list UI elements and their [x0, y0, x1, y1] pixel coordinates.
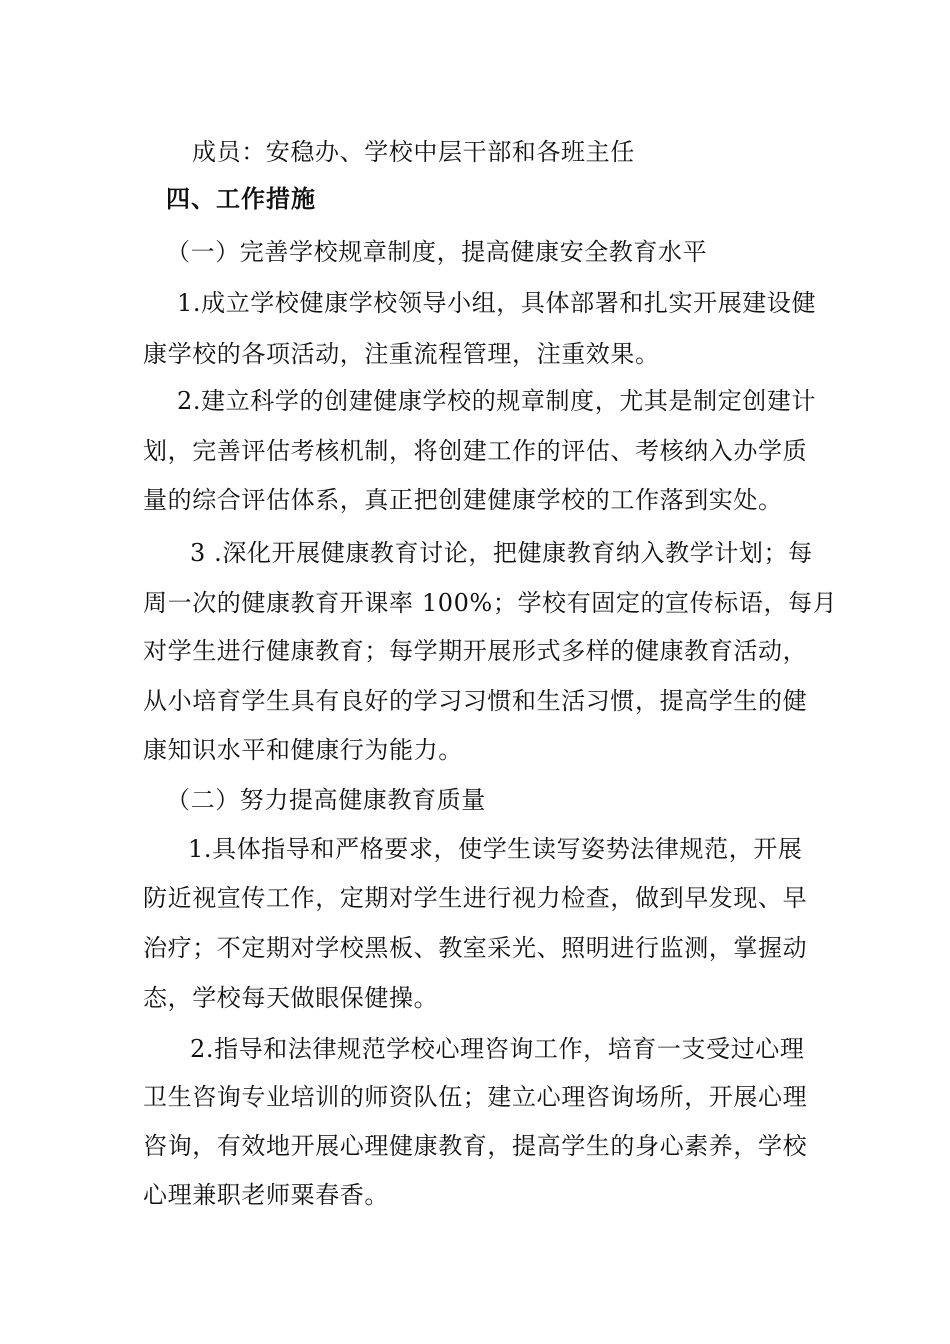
paragraph-line: 1.具体指导和严格要求，使学生读写姿势法律规范，开展 [188, 835, 803, 863]
paragraph-line: 1.成立学校健康学校领导小组，具体部署和扎实开展建设健 [177, 289, 817, 317]
subsection-heading: （二）努力提高健康教育质量 [166, 786, 486, 814]
paragraph-line: 康知识水平和健康行为能力。 [143, 736, 463, 764]
paragraph-line: 心理兼职老师粟春香。 [143, 1181, 389, 1209]
paragraph-line: 治疗；不定期对学校黑板、教室采光、照明进行监测，掌握动 [143, 934, 808, 962]
paragraph-line: 3 .深化开展健康教育讨论，把健康教育纳入教学计划；每 [190, 539, 813, 567]
members-line: 成员：安稳办、学校中层干部和各班主任 [192, 138, 635, 166]
paragraph-line: 态，学校每天做眼保健操。 [143, 984, 439, 1012]
paragraph-line: 周一次的健康教育开课率 100%；学校有固定的宣传标语，每月 [143, 589, 838, 617]
paragraph-line: 防近视宣传工作，定期对学生进行视力检查，做到早发现、早 [143, 884, 808, 912]
paragraph-line: 对学生进行健康教育；每学期开展形式多样的健康教育活动， [143, 637, 808, 665]
paragraph-line: 从小培育学生具有良好的学习习惯和生活习惯，提高学生的健 [143, 687, 808, 715]
paragraph-line: 康学校的各项活动，注重流程管理，注重效果。 [143, 340, 660, 368]
paragraph-line: 量的综合评估体系，真正把创建健康学校的工作落到实处。 [143, 486, 783, 514]
paragraph-line: 咨询，有效地开展心理健康教育，提高学生的身心素养，学校 [143, 1132, 808, 1160]
paragraph-line: 卫生咨询专业培训的师资队伍；建立心理咨询场所，开展心理 [143, 1083, 808, 1111]
subsection-heading: （一）完善学校规章制度，提高健康安全教育水平 [166, 238, 708, 266]
paragraph-line: 划，完善评估考核机制，将创建工作的评估、考核纳入办学质 [143, 437, 808, 465]
paragraph-line: 2.建立科学的创建健康学校的规章制度，尤其是制定创建计 [177, 387, 817, 415]
section-heading: 四、工作措施 [166, 185, 316, 213]
paragraph-line: 2.指导和法律规范学校心理咨询工作，培育一支受过心理 [190, 1035, 805, 1063]
